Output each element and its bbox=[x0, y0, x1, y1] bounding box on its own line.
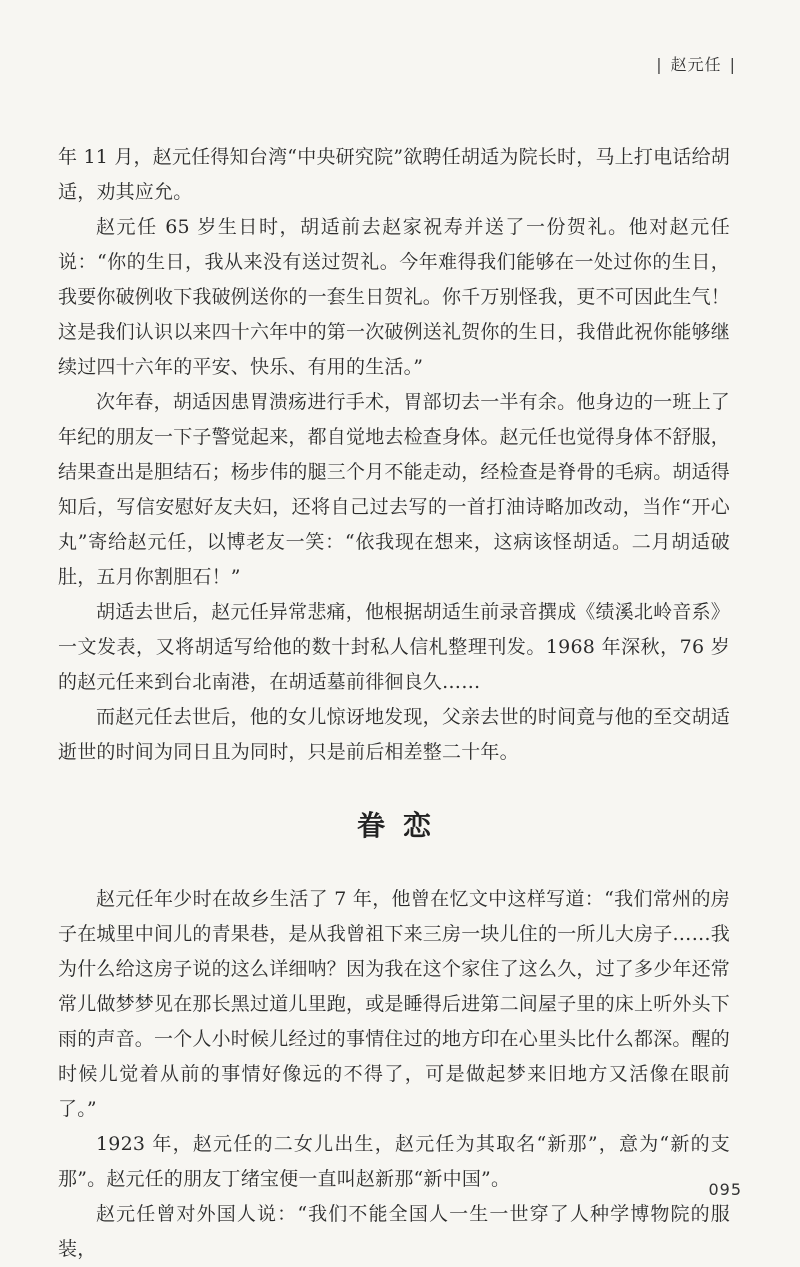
paragraph: 次年春，胡适因患胃溃疡进行手术，胃部切去一半有余。他身边的一班上了年纪的朋友一下子警觉起来，都自觉地去检查身体。赵元任也觉得身体不舒服，结果查出是胆结石；杨步伟的腿三个月不能走动，经检查是脊骨的毛病。胡适得知后，写信安慰好友夫妇，还将自己过去写的一首打油诗略加改动，当作“开心丸”寄给赵元任，以博老友一笑：“依我现在想来，这病该怪胡适。二月胡适破肚，五月你割胆石！” bbox=[58, 391, 731, 588]
paragraph: 1923 年，赵元任的二女儿出生，赵元任为其取名“新那”，意为“新的支那”。赵元任的朋友丁绪宝便一直叫赵新那“新中国”。 bbox=[58, 1133, 730, 1190]
page-number: 095 bbox=[708, 1180, 742, 1199]
header-divider-left: | bbox=[656, 55, 663, 74]
paragraph-continued: 年 11 月，赵元任得知台湾“中央研究院”欲聘任胡适为院长时，马上打电话给胡适，劝其应允。 bbox=[58, 146, 730, 203]
paragraph: 赵元任曾对外国人说：“我们不能全国人一生一世穿了人种学博物院的服装， bbox=[58, 1203, 730, 1260]
paragraph: 赵元任 65 岁生日时，胡适前去赵家祝寿并送了一份贺礼。他对赵元任说：“你的生日，我从来没有送过贺礼。今年难得我们能够在一处过你的生日，我要你破例收下我破例送你的一套生日贺礼。你千万别怪我，更不可因此生气！这是我们认识以来四十六年中的第一次破例送礼贺你的生日，我借此祝你能够继续过四十六年的平安、快乐、有用的生活。” bbox=[58, 216, 731, 378]
section-title: 眷恋 bbox=[356, 809, 449, 842]
paragraph: 赵元任年少时在故乡生活了 7 年，他曾在忆文中这样写道：“我们常州的房子在城里中间儿的青果巷，是从我曾祖下来三房一块儿住的一所儿大房子……我为什么给这房子说的这么详细呐？因为我在这个家住了这么久，过了多少年还常常儿做梦梦见在那长黑过道儿里跑，或是睡得后进第二间屋子里的床上听外头下雨的声音。一个人小时候儿经过的事情住过的地方印在心里头比什么都深。醒的时候儿觉着从前的事情好像远的不得了，可是做起梦来旧地方又活像在眼前了。” bbox=[58, 888, 731, 1120]
paragraph: 而赵元任去世后，他的女儿惊讶地发现，父亲去世的时间竟与他的至交胡适逝世的时间为同日且为同时，只是前后相差整二十年。 bbox=[58, 706, 730, 763]
body-text bbox=[58, 140, 730, 1267]
running-title: 赵元任 bbox=[670, 55, 722, 74]
header-divider-right: | bbox=[729, 55, 736, 74]
running-header bbox=[648, 52, 744, 75]
paragraph: 胡适去世后，赵元任异常悲痛，他根据胡适生前录音撰成《绩溪北岭音系》一文发表，又将胡适写给他的数十封私人信札整理刊发。1968 年深秋，76 岁的赵元任来到台北南港，在胡适墓前徘徊良久…… bbox=[58, 601, 730, 693]
